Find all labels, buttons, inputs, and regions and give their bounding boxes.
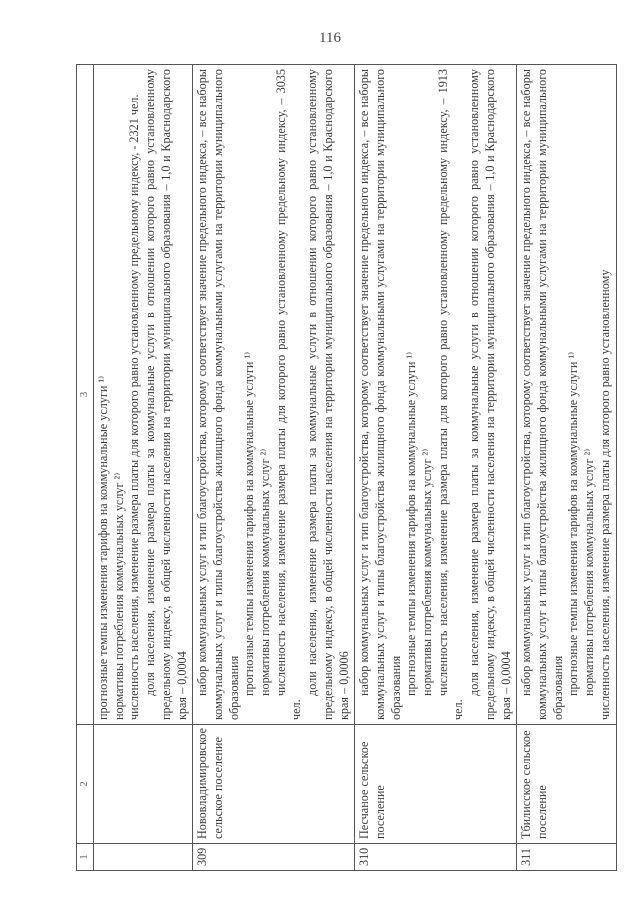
- content-line: доли населения, изменение размера платы за коммунальные услуги в отношении которого равно установленному предельному индексу, в общей численности населения на территории муниципального образования – 1,0 и Краснодарского края – 0,0006: [305, 69, 351, 720]
- content-line: численность населения, изменение размера платы для которого равно установленному предельному индексу, – 1913 чел.: [435, 69, 466, 720]
- content-line: доля населения, изменение размера платы за коммунальные услуги в отношении которого равно установленному предельному индексу, в общей численности населения на территории муниципального образования – 1,0 и Краснодарского края – 0,0004: [467, 69, 513, 720]
- table-header-row: [77, 65, 94, 871]
- page-number: 116: [319, 30, 341, 46]
- content-line: прогнозные темпы изменения тарифов на коммунальные услуги ¹⁾: [96, 375, 110, 720]
- table-row: [517, 65, 616, 871]
- content-line: набор коммунальных услуг и тип благоустройства, которому соответствует значение предельного индекса, – все наборы коммунальных услуг и типы благоустройства жилищного фонда коммунальными услугами на территории муниципального образования: [195, 69, 241, 720]
- row-number: 310: [355, 844, 517, 871]
- table-row: [355, 65, 517, 871]
- row-content-cell: [193, 65, 355, 725]
- row-content-cell: [94, 65, 193, 725]
- settlement-name: Нововладимировское сельское поселение: [193, 725, 355, 844]
- settlement-name: Тбилисское сельское поселение: [517, 725, 616, 844]
- row-number: 309: [193, 844, 355, 871]
- header-col-3: 3: [77, 65, 94, 725]
- content-line: нормативы потребления коммунальных услуг ²⁾: [420, 448, 435, 696]
- content-line: прогнозные темпы изменения тарифов на коммунальные услуги ¹⁾: [404, 351, 419, 696]
- content-line: доля населения, изменение размера платы за коммунальные услуги в отношении которого равно установленному предельному индексу, в общей численности населения на территории муниципального образования – 1,0 и Краснодарского края – 0,0004: [143, 69, 189, 720]
- content-line: нормативы потребления коммунальных услуг ²⁾: [582, 448, 597, 696]
- municipal-tariff-table: [76, 64, 617, 871]
- content-line: набор коммунальных услуг и тип благоустройства, которому соответствует значение предельного индекса, – все наборы коммунальных услуг и типы благоустройства жилищного фонда коммунальными услугами на территории муниципального образования: [519, 69, 565, 720]
- rotated-table-container: [76, 64, 612, 871]
- content-line: численность населения, изменение размера платы для которого равно установленному: [597, 269, 612, 720]
- content-line: нормативы потребления коммунальных услуг ²⁾: [111, 472, 126, 720]
- content-line: нормативы потребления коммунальных услуг ²⁾: [258, 448, 273, 696]
- row-name-cell: [94, 725, 193, 844]
- table-row: [193, 65, 355, 871]
- content-line: численность населения, изменение размера платы для которого равно установленному предельному индексу, - 2321 чел.: [127, 94, 142, 720]
- row-number: 311: [517, 844, 616, 871]
- row-content-cell: [355, 65, 517, 725]
- row-content-cell: [517, 65, 616, 725]
- content-line: прогнозные темпы изменения тарифов на коммунальные услуги ¹⁾: [242, 351, 257, 696]
- row-number-cell: [94, 844, 193, 871]
- content-line: прогнозные темпы изменения тарифов на коммунальные услуги ¹⁾: [566, 351, 581, 696]
- header-col-1: 1: [77, 844, 94, 871]
- settlement-name: Песчаное сельское поселение: [355, 725, 517, 844]
- content-line: численность населения, изменение размера платы для которого равно установленному предельному индексу, – 3035 чел.: [273, 69, 304, 720]
- header-col-2: 2: [77, 725, 94, 844]
- table-row-continuation: [94, 65, 193, 871]
- content-line: набор коммунальных услуг и тип благоустройства, которому соответствует значение предельного индекса, – все наборы коммунальных услуг и типы благоустройства жилищного фонда коммунальными услугами на территории муниципального образования: [357, 69, 403, 720]
